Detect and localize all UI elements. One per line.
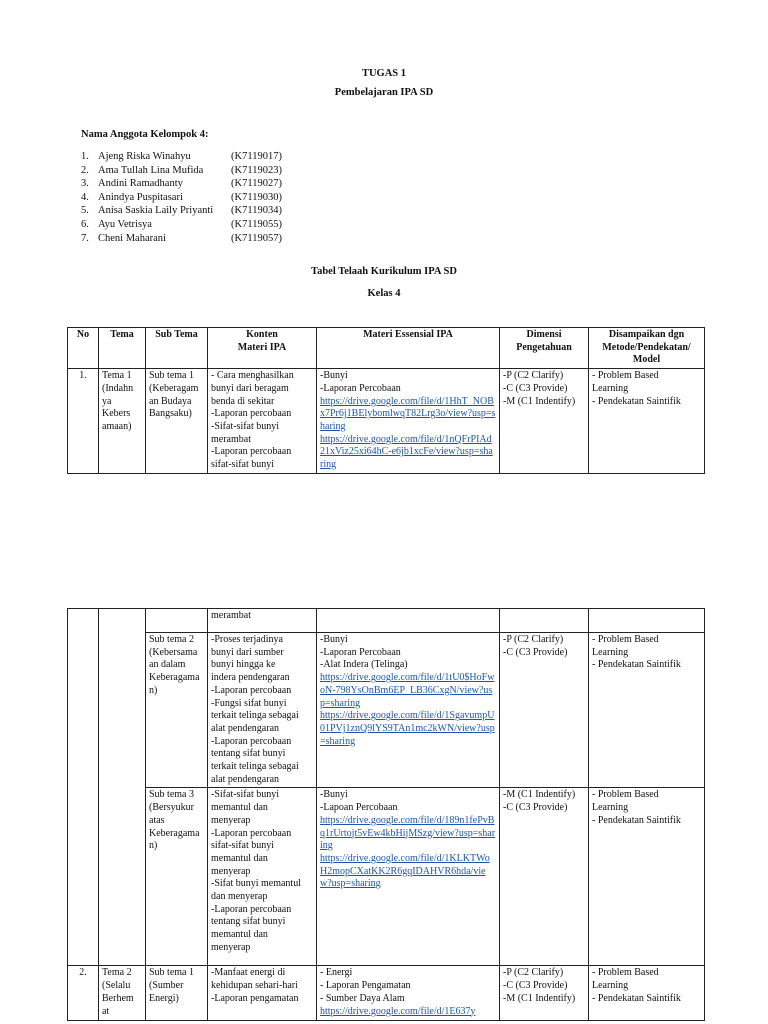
table-row [68,788,705,966]
row-no-empty [68,609,99,966]
row-dimensi: -P (C2 Clarify) -C (C3 Provide) -M (C1 Indentify) [500,369,589,474]
row-metode: - Problem Based Learning - Pendekatan Saintifik [589,788,705,966]
row-subtema: Sub tema 1 (Keberagam an Budaya Bangsaku) [146,369,208,474]
table-title: Tabel Telaah Kurikulum IPA SD [311,266,457,277]
row-konten: - Cara menghasilkan bunyi dari beragam benda di sekitar -Laporan percobaan -Sifat-sifat bunyi merambat -Laporan percobaan sifat-sifat bunyi [208,369,317,474]
row-konten: -Proses terjadinya bunyi dari sumber bunyi hingga ke indera pendengaran -Laporan percobaan -Fungsi sifat bunyi terkait telinga sebagai alat pendengaran -Laporan percobaan tentang sifat bunyi terkait telinga sebagai alat pendengaran [208,633,317,788]
members-title: Nama Anggota Kelompok 4: [81,129,209,140]
drive-link[interactable]: https://drive.google.com/file/d/1SgavumpU01PVj1znQ9lYS9TAn1mc2kWN/view?usp=sharing [320,710,495,747]
table-row [68,369,705,474]
table-row [68,966,705,1021]
row-dimensi: -P (C2 Clarify) -C (C3 Provide) -M (C1 Indentify) [500,966,589,1021]
row-tema-empty [99,609,146,966]
curriculum-table-part-2 [67,608,705,1021]
row-subtema: Sub tema 3 (Bersyukur atas Keberagama n) [146,788,208,966]
row-konten: -Sifat-sifat bunyi memantul dan menyerap -Laporan percobaan sifat-sifat bunyi memantul dan menyerap -Sifat bunyi memantul dan menyerap -Laporan percobaan tentang sifat bunyi memantul dan menyerap [208,788,317,966]
table-header-row [68,328,705,369]
drive-link[interactable]: https://drive.google.com/file/d/1E637y [320,1005,476,1017]
header-tema: Tema [99,328,146,369]
row-materi: -Bunyi -Laporan Percobaan -Alat Indera (Telinga) https://drive.google.com/file/d/1tU0$HoFwoN-798YsOnBm6EP_LB36CxgN/view?usp=sharing https://drive.google.com/file/d/1SgavumpU01PVj1znQ9lYS9TAn1mc2kWN/view?usp=sharing [317,633,500,788]
table-row-continued [68,609,705,633]
header-konten: Konten Materi IPA [208,328,317,369]
document-title: TUGAS 1 [361,68,407,79]
row-metode: - Problem Based Learning - Pendekatan Saintifik [589,633,705,788]
document-subtitle: Pembelajaran IPA SD [334,87,434,98]
header-dimensi: Dimensi Pengetahuan [500,328,589,369]
drive-link[interactable]: https://drive.google.com/file/d/1nQFrPIAd21xViz25xi64hC-e6jb1xcFe/view?usp=sharing [320,433,493,471]
row-tema: Tema 2 (Selalu Berhem at [99,966,146,1021]
row-dimensi: -M (C1 Indentify) -C (C3 Provide) [500,788,589,966]
row-materi: - Energi - Laporan Pengamatan - Sumber Daya Alam https://drive.google.com/file/d/1E637y [317,966,500,1021]
row-materi: -Bunyi -Lapoan Percobaan https://drive.google.com/file/d/189n1fePvBq1rUrtojt5vEw4kbHijMSzg/view?usp=sharing https://drive.google.com/file/d/1KLKTWoH2mopCXatKK2R6gqIDAHVR6hda/view?usp=sharing [317,788,500,966]
row-dimensi: -P (C2 Clarify) -C (C3 Provide) [500,633,589,788]
row-konten: merambat [208,609,317,633]
drive-link[interactable]: https://drive.google.com/file/d/1HhT_NOBx7Pr6j1BElybomlwqT82Lrg3o/view?usp=sharing [320,395,496,432]
drive-link[interactable]: https://drive.google.com/file/d/189n1fePvBq1rUrtojt5vEw4kbHijMSzg/view?usp=sharing [320,814,496,852]
header-materi: Materi Essensial IPA [317,328,500,369]
curriculum-table-part-1 [67,327,705,474]
row-konten: -Manfaat energi di kehidupan sehari-hari -Laporan pengamatan [208,966,317,1021]
row-no: 1. [68,369,99,474]
row-tema: Tema 1 (Indahn ya Kebers amaan) [99,369,146,474]
row-subtema: Sub tema 2 (Kebersama an dalam Keberagama n) [146,633,208,788]
header-metode: Disampaikan dgn Metode/Pendekatan/ Model [589,328,705,369]
row-no: 2. [68,966,99,1021]
header-subtema: Sub Tema [146,328,208,369]
row-metode: - Problem Based Learning - Pendekatan Saintifik [589,369,705,474]
header-no: No [68,328,99,369]
drive-link[interactable]: https://drive.google.com/file/d/1KLKTWoH2mopCXatKK2R6gqIDAHVR6hda/view?usp=sharing [320,852,490,890]
table-subtitle: Kelas 4 [367,288,401,299]
row-materi: -Bunyi -Laporan Percobaan https://drive.google.com/file/d/1HhT_NOBx7Pr6j1BElybomlwqT82Lrg3o/view?usp=sharing https://drive.google.com/file/d/1nQFrPIAd21xViz25xi64hC-e6jb1xcFe/view?usp=sharing [317,369,500,474]
row-metode: - Problem Based Learning - Pendekatan Saintifik [589,966,705,1021]
row-subtema: Sub tema 1 (Sumber Energi) [146,966,208,1021]
table-row [68,633,705,788]
drive-link[interactable]: https://drive.google.com/file/d/1tU0$HoFwoN-798YsOnBm6EP_LB36CxgN/view?usp=sharing [320,672,495,709]
